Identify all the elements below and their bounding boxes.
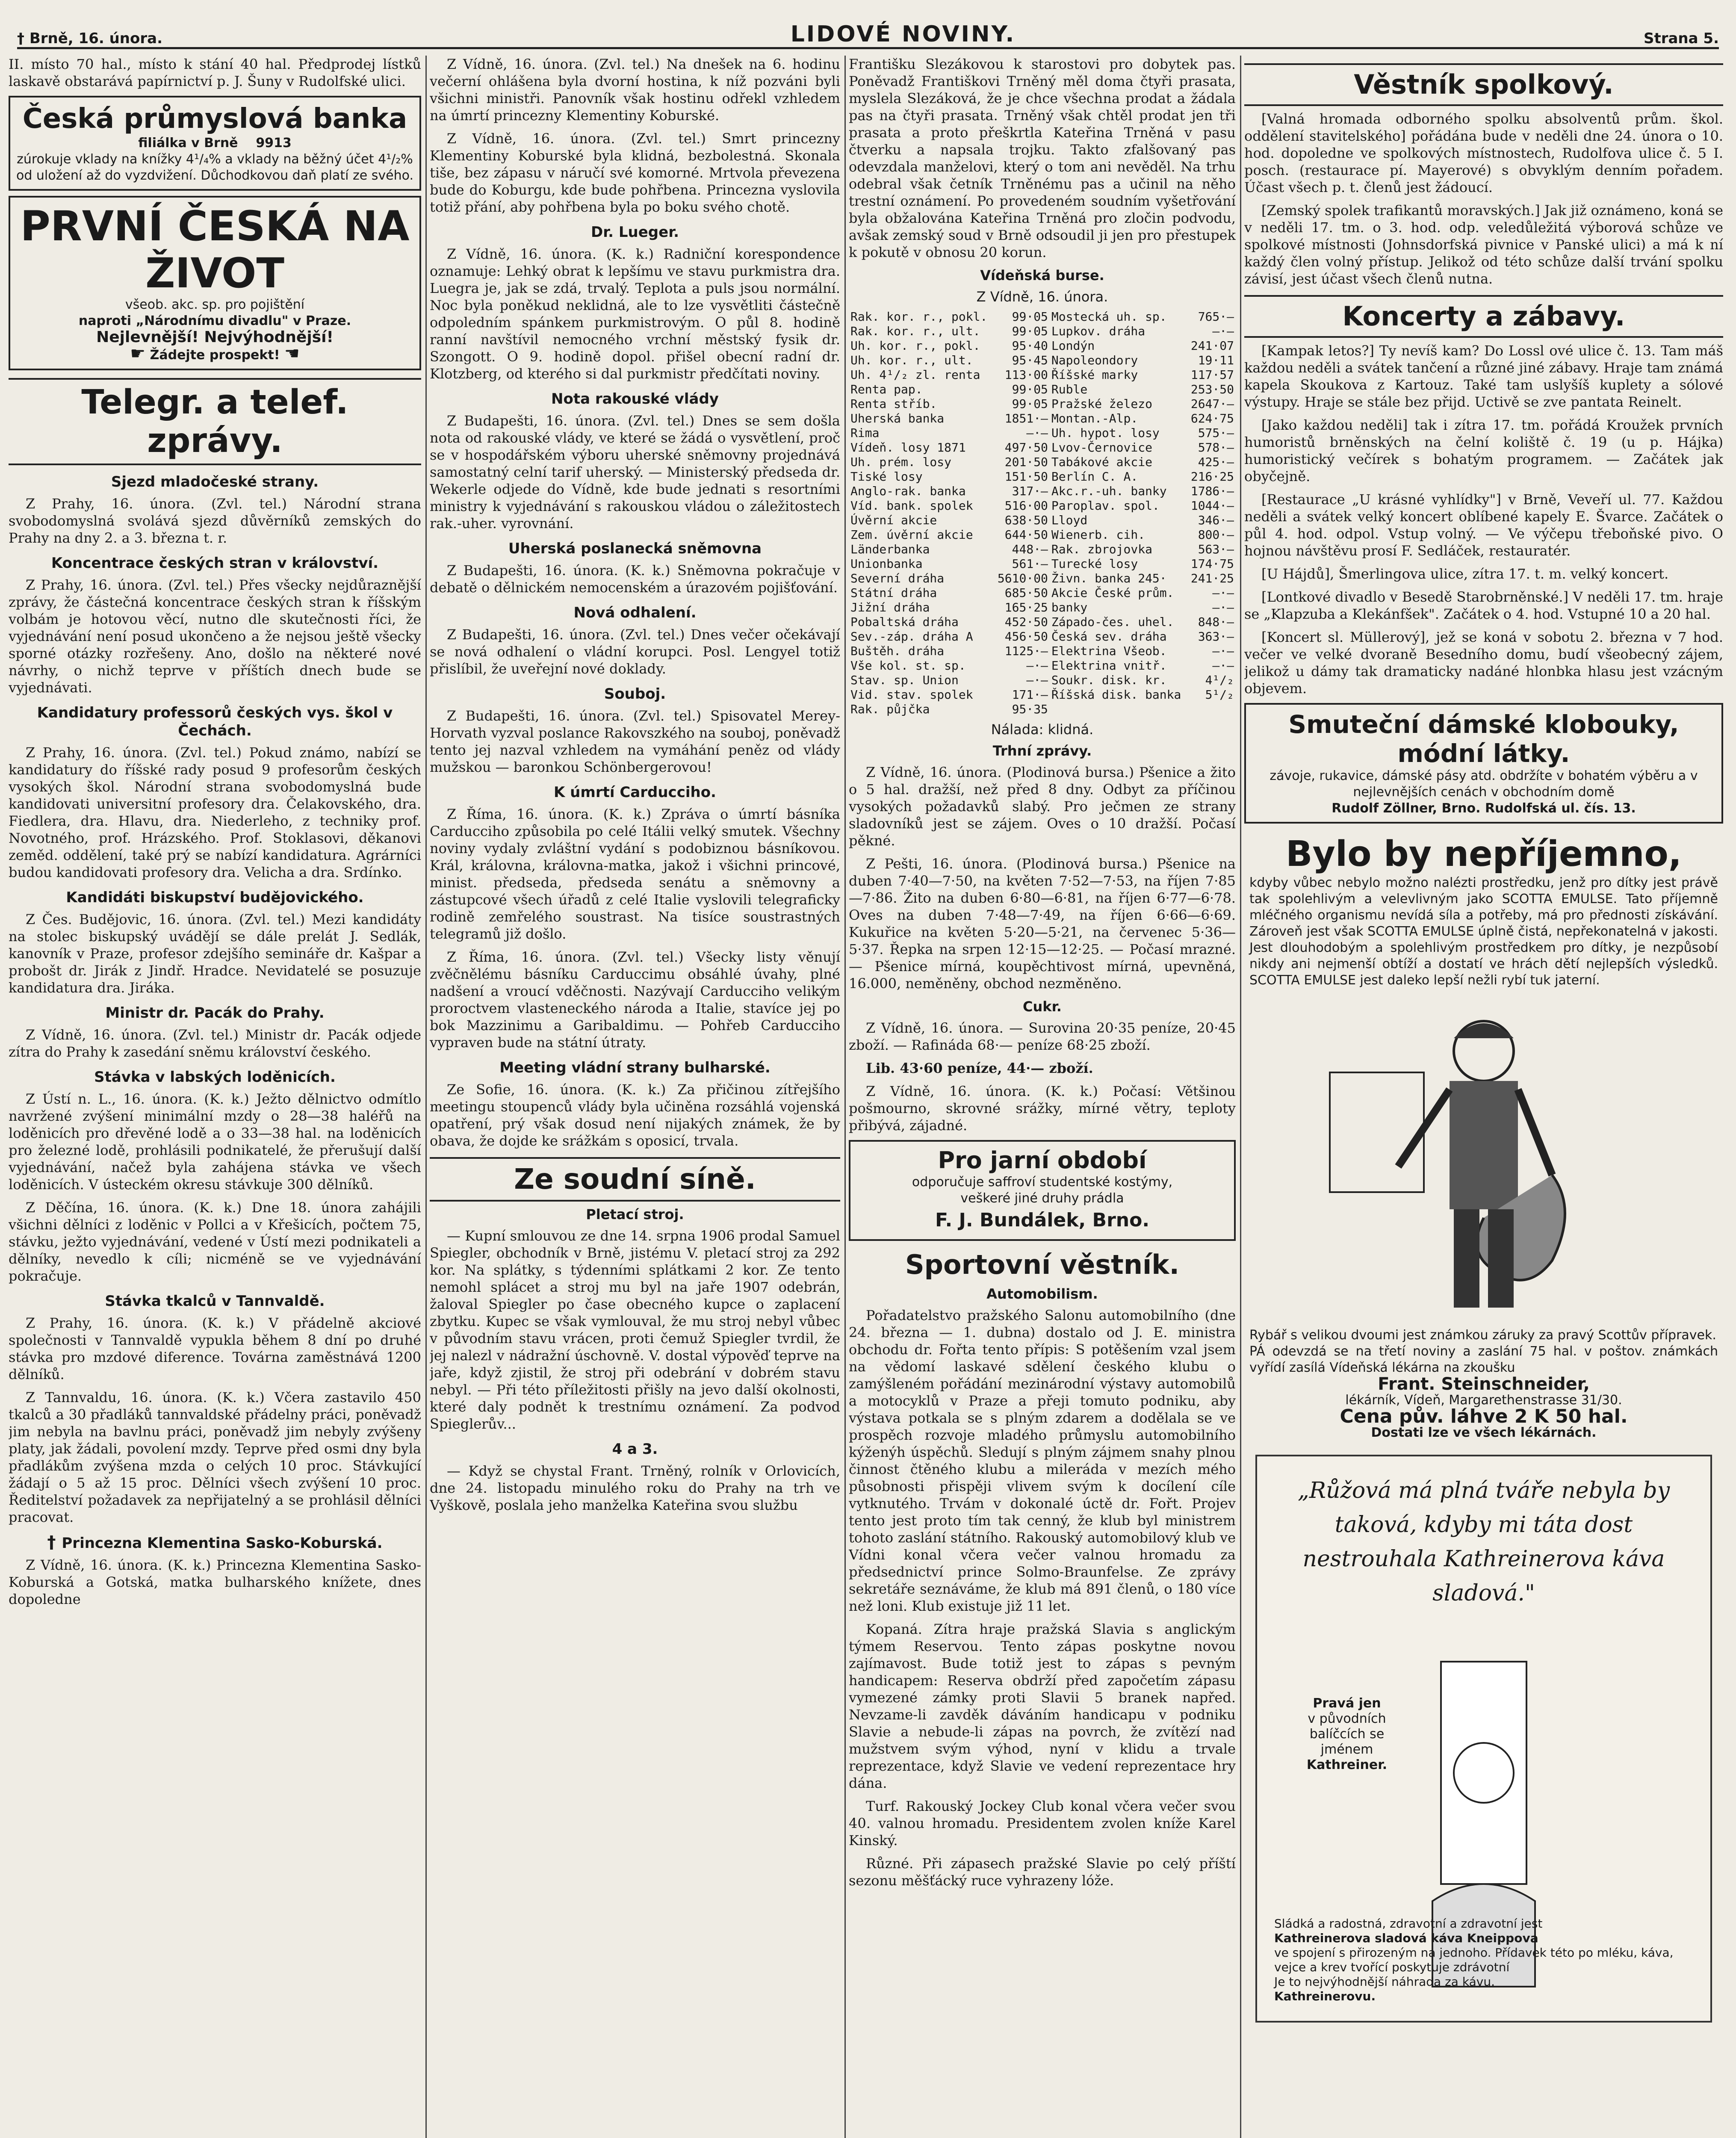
article-text: Různé. Při zápasech pražské Slavie po celý příští sezonu měšťácký ruce vyhrazeny lóže. xyxy=(849,1855,1236,1889)
table-cell-name: Víd. bank. spolek xyxy=(850,499,973,513)
ad-note: veškeré jiné druhy prádla xyxy=(960,1191,1124,1206)
table-cell-name: Severní dráha xyxy=(850,571,945,585)
table-cell-name: Lupkov. dráha xyxy=(1051,324,1146,338)
table-cell-value: 624·75 xyxy=(1190,411,1234,425)
ad-text: PÁ odevzdá se na třetí noviny a zaslání 75 hal. v poštov. známkách vyřídí zasílá Vídeňská lékárna na zkoušku xyxy=(1249,1344,1718,1375)
weather-report: Z Vídně, 16. února. (K. k.) Počasí: Většinou pošmourno, skrovné srážky, mírné větry, teploty přibývá, zájadné. xyxy=(849,1083,1236,1134)
insurance-name: PRVNÍ ČESKÁ NA ŽIVOT xyxy=(20,202,410,297)
column-4 xyxy=(1244,56,1723,2138)
section-title-court: Ze soudní síně. xyxy=(430,1157,840,1202)
cross-icon: † xyxy=(47,1533,62,1552)
table-row xyxy=(849,397,1236,411)
table-cell-name: Unionbanka xyxy=(850,557,923,571)
column-1 xyxy=(9,56,421,2138)
table-cell-name: Uh. prém. losy xyxy=(850,455,952,469)
table-cell-value: 452·50 xyxy=(1004,615,1048,629)
table-cell-name: Tabákové akcie xyxy=(1051,455,1152,469)
table-cell-name: Akc.r.-uh. banky xyxy=(1051,484,1167,498)
table-cell-value: 4¹/₂ xyxy=(1205,673,1234,687)
article-text: Z Děčína, 16. února. (K. k.) Dne 18. února zahájili všichni dělníci z loděnic v Pollci a v Křešicích, počtem 75, stávku, ježto vyjednávání, vedené v Ústí mezi podnikateli a dělníky, nevedlo k cíli; nicméně se ve vyjednávání pokračuje. xyxy=(9,1199,421,1284)
ad-merchant: Frant. Steinschneider, xyxy=(1378,1374,1590,1394)
article-title: Nová odhalení. xyxy=(573,604,697,621)
table-cell-name: Rima xyxy=(850,426,880,440)
table-cell-value: 425·— xyxy=(1198,455,1234,469)
bank-advertisement xyxy=(9,96,421,191)
column-3 xyxy=(849,56,1236,2138)
article-title: Kandidatury professorů českých vys. škol v Čechách. xyxy=(37,704,393,739)
table-cell-value: —·— xyxy=(1026,426,1048,440)
ad-text: závoje, rukavice, dámské pásy atd. obdržíte v bohatém výběru a v nejlevnějších cenách v obchodním domě xyxy=(1270,768,1698,800)
table-row xyxy=(849,513,1236,528)
article-title: Koncentrace českých stran v království. xyxy=(51,555,379,572)
table-row xyxy=(849,659,1236,673)
ad-text: kdyby vůbec nebylo možno nalézti prostředku, jenž pro dítky jest právě tak spolehlivým a velevlivným jako SCOTTA EMULSE. Tato příjemně mléčného organismu nevídá síla a potřeby, má pro přednosti získávání. Zároveň jest však SCOTTA EMULSE úplně čistá, nepřekonatelná v jakosti. Jest dlouhodobým a spolehlivým prostředkem pro dítky, je nezpůsobí nikdy ani nejmenší obtíží a dostatí ve hrách dětí nejlepších výsledků. SCOTTA EMULSE jest daleko lepší nežli rybí tuk jaterní. xyxy=(1249,875,1718,988)
article-text: [Koncert sl. Müllerový], jež se koná v sobotu 2. března v 7 hod. večer ve velké dvoraně Besedního domu, budí všeobecný zájem, jelikož u dámy tak dramaticky nadáné hlonbka hlasu jest vzácným objevem. xyxy=(1244,629,1723,697)
table-row xyxy=(849,542,1236,557)
table-cell-name: Turecké losy xyxy=(1051,557,1138,571)
table-cell-value: 95·45 xyxy=(1012,353,1048,367)
article-text: Kopaná. Zítra hraje pražská Slavia s anglickým týmem Reservou. Tento zápas poskytne novou zajímavost. Bude totiž jest to zápas s pevným handicapem: Reserva obdrží před započetím zápasu vymezené zámky proti Slavii 5 branek napřed. Nevzame-li zavděk dáváním handicapu v podniku Slavie a nebude-li zápas na povrch, že zvítězí nad mužstvem svým výhod, nyní v klidu a trvale reprezentace, když Slavie ve vedení reprezentace hry dána. xyxy=(849,1621,1236,1791)
article-text: Z Budapešti, 16. února. (Zvl. tel.) Dnes se sem došla nota od rakouské vlády, ve které se žádá o vysvětlení, proč se v hospodářském výboru uherské sněmovny projednává samostatný celní tarif uherský. — Ministerský předseda dr. Wekerle odjede do Vídně, kde bude jednati s resortními ministry k vyjednávání s rakouskou vládou o záležitostech rak.-uher. vyrovnání. xyxy=(430,413,840,532)
article-text: [Restaurace „U krásné vyhlídky"] v Brně, Veveří ul. 77. Každou neděli a svátek velký koncert oblíbené kapely E. Švarce. Začátek o půl 4. hod. odpol. Vstup volný. — Ve výčepu třeboňské pivo. O hojnou návštěvu prosí F. Sedláček, restauratér. xyxy=(1244,491,1723,559)
table-row xyxy=(849,644,1236,659)
table-cell-name: Rak. kor. r., pokl. xyxy=(850,310,988,324)
article-text: [Jako každou neděli] tak i zítra 17. tm. pořádá Kroužek prvních humoristů brněnských na čelní koliště č. 19 (u p. Hájka) humoristický večírek s bohatým programem. — Začátek jak obyčejně. xyxy=(1244,417,1723,484)
table-row xyxy=(849,470,1236,484)
table-cell-value: —·— xyxy=(1212,600,1234,614)
table-cell-value: 685·50 xyxy=(1004,586,1048,600)
ad-text: Rybář s velikou dvoumi jest známkou záruky za pravý Scottův přípravek. xyxy=(1249,1328,1716,1343)
article-text: Z Prahy, 16. února. (K. k.) V přádelně akciové společnosti v Tannvaldě vypukla během 8 dní po druhé stávka pro mzdové diference. Továrna zaměstnává 1200 dělníků. xyxy=(9,1315,421,1382)
table-cell-name: Vše kol. st. sp. xyxy=(850,659,966,673)
table-cell-value: 638·50 xyxy=(1004,513,1048,527)
ad-merchant: Rudolf Zöllner, Brno. xyxy=(1332,801,1481,816)
table-cell-value: 19·11 xyxy=(1198,353,1234,367)
ad-address: lékárník, Vídeň, Margarethenstrasse 31/30. xyxy=(1345,1393,1622,1408)
article-title: Dr. Lueger. xyxy=(590,224,679,241)
table-cell-value: 516·00 xyxy=(1004,499,1048,513)
ad-title: Bylo by nepříjemno, xyxy=(1286,834,1682,874)
table-cell-value: —·— xyxy=(1212,644,1234,658)
table-cell-name: Vid. stav. spolek xyxy=(850,688,973,702)
table-cell-value: 241·07 xyxy=(1190,339,1234,353)
table-cell-name: Napoleondory xyxy=(1051,353,1138,367)
hand-pointer-icon: ☚ xyxy=(284,344,300,363)
table-cell-value: 5¹/₂ xyxy=(1205,688,1234,702)
table-row xyxy=(849,426,1236,440)
table-cell-value: 99·05 xyxy=(1012,324,1048,338)
table-cell-name: Wienerb. cih. xyxy=(1051,528,1146,542)
table-row xyxy=(849,629,1236,644)
table-cell-value: 1044·— xyxy=(1190,499,1234,513)
fisherman-illustration xyxy=(1249,995,1718,1320)
table-cell-value: 644·50 xyxy=(1004,528,1048,542)
ad-title: Pro jarní období xyxy=(938,1147,1147,1174)
table-cell-name: Sev.-záp. dráha A xyxy=(850,629,973,644)
table-row xyxy=(849,673,1236,688)
table-cell-value: 497·50 xyxy=(1004,440,1048,455)
article-text: Z Budapešti, 16. února. (Zvl. tel.) Spisovatel Merey-Horvath vyzval poslance Rakovszkého na souboj, poněvadž tento jej nazval vzhledem na vymáhání peněz od vlády mužskou — baronkou Schönbergerovou! xyxy=(430,708,840,775)
bank-branch: filiálka v Brně xyxy=(138,136,238,151)
market-dateline: Z Vídně, 16. února. xyxy=(976,289,1108,305)
table-cell-value: 561·— xyxy=(1012,557,1048,571)
article-title: Nota rakouské vlády xyxy=(551,390,719,408)
ad-brand: Kathreiner. xyxy=(1306,1757,1388,1772)
table-row xyxy=(849,368,1236,382)
ad-price: Cena pův. láhve 2 K 50 hal. xyxy=(1340,1406,1628,1427)
table-cell-value: 1125·— xyxy=(1004,644,1048,658)
table-cell-value: 241·25 xyxy=(1190,571,1234,585)
table-cell-value: 765·— xyxy=(1198,310,1234,324)
table-cell-value: 2647·— xyxy=(1190,397,1234,411)
table-cell-name: Úvěrní akcie xyxy=(850,513,937,527)
insurance-slogan: Nejlevnější! Nejvýhodnější! xyxy=(96,328,334,346)
table-cell-value: —·— xyxy=(1026,659,1048,673)
stock-table xyxy=(849,310,1236,717)
table-cell-value: 363·— xyxy=(1198,629,1234,644)
ad-sub: odporučuje saffroví studentské kostýmy, xyxy=(912,1175,1173,1190)
table-cell-value: 216·25 xyxy=(1190,470,1234,484)
section-title-telegrams: Telegr. a telef. zprávy. xyxy=(9,378,421,465)
table-row xyxy=(849,600,1236,615)
masthead-dateline: † Brně, 16. února. xyxy=(17,30,162,47)
table-row xyxy=(849,353,1236,368)
table-row xyxy=(849,499,1236,513)
article-text: Z Říma, 16. února. (K. k.) Zpráva o úmrtí básníka Carducciho způsobila po celé Itálii velký smutek. Všechny noviny vydaly zvláštní vydání s podobiznou básníkovou. Král, královna, královna-matka, jakož i všichni princové, minist. předseda, předseda senátu a sněmovny a zástupcové všech úřadů z celé Italie vyslovili telegraficky rodině zemřelého soustrast. Na tisíce soustrastných telegramů již došlo. xyxy=(430,806,840,942)
fisherman-icon xyxy=(1253,995,1715,1320)
table-row xyxy=(849,586,1236,600)
article-text: Z Ústí n. L., 16. února. (K. k.) Ježto dělnictvo odmítlo navržené zvýšení minimální mzdy o 28—38 haléřů na loděnicích pro dřevěné lodě a o 33—38 hal. na loděnicích pro železné lodě, prohlásili podnikatelé, že přerušují další vyjednávání, načež byla zahájena stávka ve všech loděnicích. V ústeckém okresu stávkuje 300 dělníků. xyxy=(9,1091,421,1193)
ad-availability: Dostati lze ve všech lékárnách. xyxy=(1371,1425,1597,1440)
table-cell-name: Paroplav. spol. xyxy=(1051,499,1160,513)
article-title: Ministr dr. Pacák do Prahy. xyxy=(105,1004,325,1022)
table-cell-name xyxy=(1050,702,1187,717)
table-cell-value: 1786·— xyxy=(1190,484,1234,498)
table-cell-name: Říšské marky xyxy=(1051,368,1138,382)
table-row xyxy=(849,615,1236,629)
article-text: Z Tannvaldu, 16. února. (K. k.) Včera zastavilo 450 tkalců a 30 přadláků tannvaldské přádelny práci, poněvadž jim nebyla na bavlnu práci, poněvadž jim nebyly zvýšeny platy, jak žádali, povolení mzdy. Teprve před osmi dny byla přadlákům zvýšena mzda o celých 10 proc. Stávkující žádají o 5 až 15 proc. Dělníci všech zvýšení 10 proc. Ředitelství požadavek za nepřijatelný a se prohlásil dělníci pracovat. xyxy=(9,1389,421,1525)
market-title: Vídeňská burse. xyxy=(980,267,1104,283)
table-cell-name: Akcie České prům. xyxy=(1051,586,1174,600)
table-row xyxy=(849,688,1236,702)
table-cell-value: 117·57 xyxy=(1190,368,1234,382)
ad-label: v původních balíčcích se jménem xyxy=(1308,1711,1386,1757)
table-row xyxy=(849,557,1236,571)
table-cell-name: Zem. úvěrní akcie xyxy=(850,528,973,542)
table-cell-name: Länderbanka xyxy=(850,542,930,556)
table-cell-value: —·— xyxy=(1026,673,1048,687)
table-cell-value: 848·— xyxy=(1198,615,1234,629)
table-cell-name: Uh. 4¹/₂ zl. renta xyxy=(850,368,980,382)
article-title: Sjezd mladočeské strany. xyxy=(111,473,319,490)
table-cell-name: Londýn xyxy=(1051,339,1095,353)
table-row xyxy=(849,382,1236,397)
table-row xyxy=(849,440,1236,455)
table-cell-value: 171·— xyxy=(1012,688,1048,702)
table-cell-name: Vídeň. losy 1871 xyxy=(850,440,966,455)
table-cell-value: 578·— xyxy=(1198,440,1234,455)
table-cell-value: 95·35 xyxy=(1012,702,1048,716)
bank-name: Česká průmyslová banka xyxy=(22,103,407,135)
article-text: Turf. Rakouský Jockey Club konal včera večer svou 40. valnou hromadu. Presidentem zvolen kníže Karel Kinský. xyxy=(849,1798,1236,1849)
section-title-concerts: Koncerty a zábavy. xyxy=(1244,295,1723,338)
ad-merchant: F. J. Bundálek, Brno. xyxy=(935,1209,1150,1231)
article-continuation: II. místo 70 hal., místo k stání 40 hal. Předprodej lístků laskavě obstarává papírnictví p. J. Šuny v Rudolfské ulici. xyxy=(9,56,421,89)
article-text: Z Prahy, 16. února. (Zvl. tel.) Pokud známo, nabízí se kandidatury do říšské rady posud 9 profesorům českých vysokých škol. Národní strana svobodomyslná bude kandidovati universitní profesory dra. Čelakovského, dra. Fiedlera, dra. Hlavu, dra. Niederleho, z techniky prof. Novotného, prof. Hrázského. Prof. Stoklasovi, děkanovi zeměd. oddělení, také prý se nabízí kandidatura. Agrárníci budou kandidovati profesory dra. Velicha a dra. Srdínko. xyxy=(9,744,421,880)
insurance-address: naproti „Národnímu divadlu" v Praze. xyxy=(78,313,351,328)
table-cell-name: Česká sev. dráha xyxy=(1051,629,1167,644)
article-text: Z Prahy, 16. února. (Zvl. tel.) Přes všecky nejdůraznější zprávy, že částečná koncentrace českých stran k říšským volbám je hotovou věcí, nutno dle skutečnosti říci, že vyjednávání není posud ukončeno a že nejsou ještě všecky sporné otázky rozřešeny. Ano, došlo na některé nové návrhy, o nichž teprve v příštích dnech bude se vyjednávati. xyxy=(9,577,421,696)
article-title: Princezna Klementina Sasko-Koburská. xyxy=(62,1535,383,1552)
table-row xyxy=(849,411,1236,426)
table-cell-value: 346·— xyxy=(1198,513,1234,527)
table-cell-name: Soukr. disk. kr. xyxy=(1051,673,1167,687)
article-text: — Když se chystal Frant. Trněný, rolník v Orlovicích, dne 24. listopadu minulého roku do Prahy na trh ve Vyškově, poslala jeho manželka Kateřina svou službu xyxy=(430,1463,840,1513)
insurance-prospect: Žádejte prospekt! xyxy=(150,348,280,363)
table-cell-value: 563·— xyxy=(1198,542,1234,556)
article-text: Pořadatelstvo pražského Salonu automobilního (dne 24. března — 1. dubna) dostalo od J. E. ministra obchodu dr. Fořta tento přípis: S potěšením vzal jsem na vědomí laskavé sdělení českého klubu o zamýšleném pořádání mezinárodní výstavy automobilů a motocyklů v Praze a přeji tomuto podniku, aby výstava potkala se s plným zdarem a dodělala se ve prospěch rozvoje mladého průmyslu automobilního kýženýh úspěchů. Sledují s plným zájmem snahy plnou činnost čtěného klubu a mileráda v mezích mého působnosti přispěji vlivem svým k docílení cíle vytknutého. Trvám v dokonalé úctě dr. Fořt. Projev tento jest proto tím tak cenný, že klub byl ministrem tohoto zaslání státního. Rakouský automobilový klub ve Vídni konal včera večer valnou hromadu za předsednictví prince Solmo-Braunfelse. Ze zprávy sekretáře seznáváme, že klub má 891 členů, o 180 více než loni. Klub existuje již 11 let. xyxy=(849,1307,1236,1614)
table-cell-value: 575·— xyxy=(1198,426,1234,440)
table-cell-value: 317·— xyxy=(1012,484,1048,498)
article-text: Lib. 43·60 peníze, 44·— zboží. xyxy=(866,1060,1093,1076)
article-text: Z Vídně, 16. února. (K. k.) Princezna Klementina Sasko-Koburská a Gotská, matka bulharského knížete, dnes dopoledne xyxy=(9,1557,421,1607)
article-text: Ze Sofie, 16. února. (K. k.) Za přičinou zítřejšího meetingu stoupenců vlády byla učiněna rozsáhlá vojenská opatření, prý však dosud není nijakých známek, že by obava, že dojde ke srážkám s oposicí, trvala. xyxy=(430,1081,840,1149)
ad-address: Rudolfská ul. čís. 13. xyxy=(1485,801,1636,816)
table-cell-name: Uh. kor. r., pokl. xyxy=(850,339,980,353)
table-cell-value: 99·05 xyxy=(1012,397,1048,411)
article-text: Z Čes. Budějovic, 16. února. (Zvl. tel.) Mezi kandidáty na stolec biskupský uvádějí se dále prelát J. Sedlák, kanovník v Praze, profesor zdejšího semináře dr. Kašpar a probošt dr. Jirák z Jindř. Hradce. Nevidatelé se posuzuje kandidatura dra. Jiráka. xyxy=(9,911,421,996)
table-cell-name: Rak. kor. r., ult. xyxy=(850,324,980,338)
malt-coffee-advertisement xyxy=(1255,1455,1712,2023)
table-cell-value: 99·05 xyxy=(1012,382,1048,396)
ad-caption: Kathreinerova sladová káva Kneippova xyxy=(1274,1931,1538,1945)
table-cell-name: Živn. banka 245· xyxy=(1051,571,1167,585)
table-cell-value: —·— xyxy=(1212,324,1234,338)
table-cell-value: 1851·— xyxy=(1004,411,1048,425)
hand-pointer-icon: ☛ xyxy=(130,344,146,363)
article-text: [Zemský spolek trafikantů moravských.] Jak již oznámeno, koná se v neděli 17. tm. o 3. hod. odp. veledůležitá výborová schůze ve spolkové místnosti (Johnsdorfská pivnice v Panské ulici) a má k ní každý člen volný přístup. Jelikož od této schůze další trvání spolku závisí, jest účast všech členů nutna. xyxy=(1244,202,1723,287)
article-text: — Kupní smlouvou ze dne 14. srpna 1906 prodal Samuel Spiegler, obchodník v Brně, jistému V. pletací stroj za 292 kor. Na splátky, s týdenními splátkami 2 kor. Ze tento nemohl splácet a stroj mu byl na jaře 1907 odebrán, žaloval Spiegler po čase obecného kupce o zaplacení zbytku. Kupec se však vymlouval, že mu stroj nebyl vůbec v původním stavu vrácen, proti čemuž Spiegler tvrdil, že jej nalezl v nádražní úschovně. V. dostal výpověď teprve na jaře, když zjistil, že stroj při odebrání v dobrém stavu nebyl. — Při této příležitosti přišly na jevo další okolnosti, které daly podnět k trestnímu oznámení. Za podvod Spieglerův... xyxy=(430,1228,840,1432)
article-text: Z Vídně, 16. února. (Plodinová bursa.) Pšenice a žito o 5 hal. dražší, než před 8 dny. Odbyt za příčinou vysokých požadavků slabý. Pro ječmen ze strany sladovníků jest se zájem. Oves o 10 dražší. Počasí pěkné. xyxy=(849,764,1236,849)
article-title: K úmrtí Carducciho. xyxy=(554,784,716,801)
table-cell-value: 201·50 xyxy=(1004,455,1048,469)
table-row xyxy=(849,324,1236,339)
article-title: Meeting vládní strany bulharské. xyxy=(499,1059,771,1076)
table-cell-name: Uh. kor. r., ult. xyxy=(850,353,973,367)
ad-slogan: „Růžová má plná tváře nebyla by taková, kdyby mi táta dost nestrouhala Kathreinerova káva sladová." xyxy=(1297,1478,1670,1606)
table-cell-name: Rak. půjčka xyxy=(850,702,930,716)
table-cell-name: banky xyxy=(1051,600,1088,614)
article-title: Souboj. xyxy=(604,685,666,703)
table-cell-name: Západo-čes. uhel. xyxy=(1051,615,1174,629)
article-text: Z Prahy, 16. února. (Zvl. tel.) Národní strana svobodomyslná svolává sjezd důvěrníků zemských do Prahy na dny 2. a 3. března t. r. xyxy=(9,496,421,546)
article-title: Automobilism. xyxy=(986,1286,1098,1302)
table-cell-name: Berlín C. A. xyxy=(1051,470,1138,484)
section-title-sport: Sportovní věstník. xyxy=(905,1249,1179,1280)
table-cell-name: Anglo-rak. banka xyxy=(850,484,966,498)
table-cell-value: 174·75 xyxy=(1190,557,1234,571)
table-row xyxy=(849,484,1236,499)
table-row xyxy=(849,310,1236,324)
article-text: Z Pešti, 16. února. (Plodinová bursa.) Pšenice na duben 7·40—7·50, na květen 7·52—7·53, na říjen 7·85—7·86. Žito na duben 6·80—6·81, na říjen 6·77—6·78. Oves na duben 7·48—7·49, na říjen 6·66—6·69. Kukuřice na květen 5·20—5·21, na červenec 5·36—5·37. Řepka na srpen 12·15—12·25. — Počasí mrazné. — Pšenice mírná, koupěchtivost mírná, upevněná, 16.000, neměněny, obchod nezměněno. xyxy=(849,856,1236,992)
article-text: [Lontkové divadlo v Besedě Starobrněnské.] V neděli 17. tm. hraje se „Klapzuba a Klekánfšek". Začátek o 4. hod. Vstupné 10 a 20 hal. xyxy=(1244,589,1723,622)
market-mood: Nálada: klidná. xyxy=(991,721,1094,738)
table-cell-value: —·— xyxy=(1212,586,1234,600)
insurance-advertisement xyxy=(9,196,421,370)
table-cell-name: Jižní dráha xyxy=(850,600,930,614)
article-text: Z Vídně, 16. února. — Surovina 20·35 peníze, 20·45 zboží. — Rafináda 68·— peníze 68·25 zboží. xyxy=(849,1020,1236,1053)
table-cell-name: Pobaltská dráha xyxy=(850,615,959,629)
table-cell-name: Elektrina Všeob. xyxy=(1051,644,1167,658)
column-2 xyxy=(430,56,840,2138)
table-cell-value: 448·— xyxy=(1012,542,1048,556)
table-cell-name: Buštěh. dráha xyxy=(850,644,945,658)
bank-phone: 9913 xyxy=(256,136,292,151)
table-cell-name: Lloyd xyxy=(1051,513,1088,527)
table-cell-name: Ruble xyxy=(1051,382,1088,396)
table-cell-name: Říšská disk. banka xyxy=(1051,688,1181,702)
article-title: Kandidáti biskupství budějovického. xyxy=(66,889,364,906)
section-title-market: Trhní zprávy. xyxy=(992,743,1092,759)
table-cell-name: Montan.-Alp. xyxy=(1051,411,1138,425)
masthead-title: LIDOVÉ NOVINY. xyxy=(790,21,1016,47)
article-text: Z Vídně, 16. února. (Zvl. tel.) Na dnešek na 6. hodinu večerní ohlášena byla dvorní hostina, k níž pozváni byli všichni ministři. Panovník však hostinu odřekl vzhledem na úmrtí princezny Klementiny Koburské. xyxy=(430,56,840,124)
table-cell-name: Uherská banka xyxy=(850,411,945,425)
table-row xyxy=(849,702,1236,717)
table-cell-value: 165·25 xyxy=(1004,600,1048,614)
column-rule xyxy=(1240,56,1241,2138)
table-cell-name: Pražské železo xyxy=(1051,397,1152,411)
ad-caption: Je to nejvýhodnější náhrada za kávu. xyxy=(1274,1975,1495,1989)
column-rule xyxy=(844,56,846,2138)
ad-title: Smuteční dámské klobouky, módní látky. xyxy=(1288,710,1679,768)
hats-advertisement xyxy=(1244,703,1723,824)
article-title: Stávka tkalců v Tannvaldě. xyxy=(105,1293,325,1310)
ad-caption: Kathreinerovu. xyxy=(1274,1989,1376,2003)
article-text: Z Budapešti, 16. února. (K. k.) Sněmovna pokračuje v debatě o dělnickém nemocenském a úrazovém pojišťování. xyxy=(430,562,840,596)
table-cell-value: 151·50 xyxy=(1004,470,1048,484)
article-text: [U Hájdů], Šmerlingova ulice, zítra 17. t. m. velký koncert. xyxy=(1261,566,1669,582)
table-cell-value: 99·05 xyxy=(1012,310,1048,324)
table-row xyxy=(849,571,1236,586)
article-text: [Kampak letos?] Ty nevíš kam? Do Lossl ové ulice č. 13. Tam máš každou neděli a svátek tančení a různé jiné zábavy. Hraje tam známá kapela Skoukova z Kartouz. Také tam uslyšíš kuplety a sólové výstupy. Hraje se stále bez přijd. Uctivě se zve pantata Reinelt. xyxy=(1244,343,1723,410)
section-title-clubs: Věstník spolkový. xyxy=(1244,63,1723,106)
spring-clothing-advertisement xyxy=(849,1140,1236,1241)
masthead-page-number: Strana 5. xyxy=(1643,30,1719,47)
ad-label: Pravá jen xyxy=(1313,1696,1381,1711)
bank-terms: zúrokuje vklady na knížky 4¹/₄% a vklady na běžný účet 4¹/₂% od uložení až do vyzdvižení. Důchodkovou daň platí ze svého. xyxy=(16,152,413,183)
article-title: Stávka v labských loděnicích. xyxy=(94,1069,336,1086)
article-text: [Valná hromada odborného spolku absolventů prům. škol. oddělení stavitelského] pořádána bude v neděli dne 24. února o 10. hod. dopoledne ve spolkových místnostech, Rudolfova ulice č. 5 I. posch. (restaurace pí. Mayerové) s obvyklým denním pořadem. Účast všech p. t. členů jest žádoucí. xyxy=(1244,111,1723,195)
insurance-sub: všeob. akc. sp. pro pojištění xyxy=(125,297,305,312)
article-text: Františku Slezákovou k starostovi pro dobytek pas. Poněvadž Františkovi Trněný měl doma čtyři prasata, myslela Slezáková, že je chce všechna prodat a žádala pas na čtyři prasata. Trněný však chtěl prodat jen tři prasata a proto přeškrtla Kateřina Trněná v pasu čtverku a napsala trojku. Takto zfalšovaný pas odevzdala manželovi, který o tom ani nevěděl. Na trhu odebral však četník Trněnému pas a učinil na něho trestní oznámení. Po provedeném soudním vyšetřování byla obžalována Kateřina Trněná pro zločin podvodu, avšak zemský soud v Brně odsoudil ji jen pro přestupek k pokutě v obnosu 20 korun. xyxy=(849,56,1236,260)
article-text: Z Vídně, 16. února. (Zvl. tel.) Ministr dr. Pacák odjede zítra do Prahy k zasedání sněmu království českého. xyxy=(9,1027,421,1060)
table-cell-name: Renta stříb. xyxy=(850,397,937,411)
table-cell-name: Mostecká uh. sp. xyxy=(1051,310,1167,324)
table-cell-value: 95·40 xyxy=(1012,339,1048,353)
column-rule xyxy=(425,56,427,2138)
table-cell-value: 113·00 xyxy=(1004,368,1048,382)
article-text: Z Říma, 16. února. (Zvl. tel.) Všecky listy věnují zvěčnělému básníku Carduccimu obsáhlé úvahy, plné nadšení a vroucí vděčnosti. Nazývají Carducciho velikým proroctvem vlasteneckého národa a Italie, stavíce jej po bok Mazzinimu a Garibaldimu. — Pohřeb Carducciho vypraven bude na státní útraty. xyxy=(430,949,840,1051)
table-cell-name: Uh. hypot. losy xyxy=(1051,426,1160,440)
masthead xyxy=(17,9,1719,49)
table-cell-name: Stav. sp. Union xyxy=(850,673,959,687)
article-text: Z Vídně, 16. února. (K. k.) Radniční korespondence oznamuje: Lehký obrat k lepšímu ve stavu purkmistra dra. Luegra je, jak se zdá, trvalý. Teplota a puls jsou normální. Noc byla poněkud neklidná, ale to lze vysvětliti částečně odpoledním spánkem purkmistrovým. O půl 8. hodině ranní navštívil nemocného vrchní městský fysik dr. Szongott. O 9. hodině dopol. přišel obecní radní dr. Klotzberg, od kterého si dal purkmistr předčítati noviny. xyxy=(430,246,840,382)
article-text: Z Budapešti, 16. února. (Zvl. tel.) Dnes večer očekávají se nová odhalení o vládní korupci. Posl. Lengyel totiž přislíbil, že uveřejní nové doklady. xyxy=(430,626,840,677)
table-row xyxy=(849,339,1236,353)
table-cell-name: Elektrina vnitř. xyxy=(1051,659,1167,673)
table-row xyxy=(849,455,1236,470)
table-row xyxy=(849,528,1236,542)
table-cell-name: Renta pap. xyxy=(850,382,923,396)
cod-liver-oil-advertisement xyxy=(1244,829,1723,1446)
table-cell-name: Lvov-Černovice xyxy=(1051,440,1152,455)
ad-caption: ve spojení s přirozeným na jednoho. Přídavek této po mléku, káva, vejce a krev tvořící poskytuje zdrávotní xyxy=(1274,1946,1674,1974)
table-cell-value: 800·— xyxy=(1198,528,1234,542)
table-cell-name: Tiské losy xyxy=(850,470,923,484)
article-title: 4 a 3. xyxy=(612,1441,658,1458)
table-cell-name: Rak. zbrojovka xyxy=(1051,542,1152,556)
table-cell-value xyxy=(1187,702,1236,717)
table-cell-value: 253·50 xyxy=(1190,382,1234,396)
article-title: Cukr. xyxy=(1023,998,1062,1015)
table-cell-value: —·— xyxy=(1212,659,1234,673)
article-text: Z Vídně, 16. února. (Zvl. tel.) Smrt princezny Klementiny Koburské byla klidná, bezbolestná. Skonala tiše, bez zápasu v náručí své komorné. Mrtvola převezena bude do Koburgu, kde bude pohřbena. Princezna vyslovila totiž přání, aby pohřbena byla po boku svého chotě. xyxy=(430,130,840,215)
table-cell-value: 456·50 xyxy=(1004,629,1048,644)
table-cell-value: 5610·00 xyxy=(997,571,1048,585)
ad-caption: Sládká a radostná, zdravotní a zdravotní jest xyxy=(1274,1917,1543,1931)
table-cell-name: Státní dráha xyxy=(850,586,937,600)
article-title: Pletací stroj. xyxy=(586,1206,684,1223)
article-title: Uherská poslanecká sněmovna xyxy=(508,540,762,557)
